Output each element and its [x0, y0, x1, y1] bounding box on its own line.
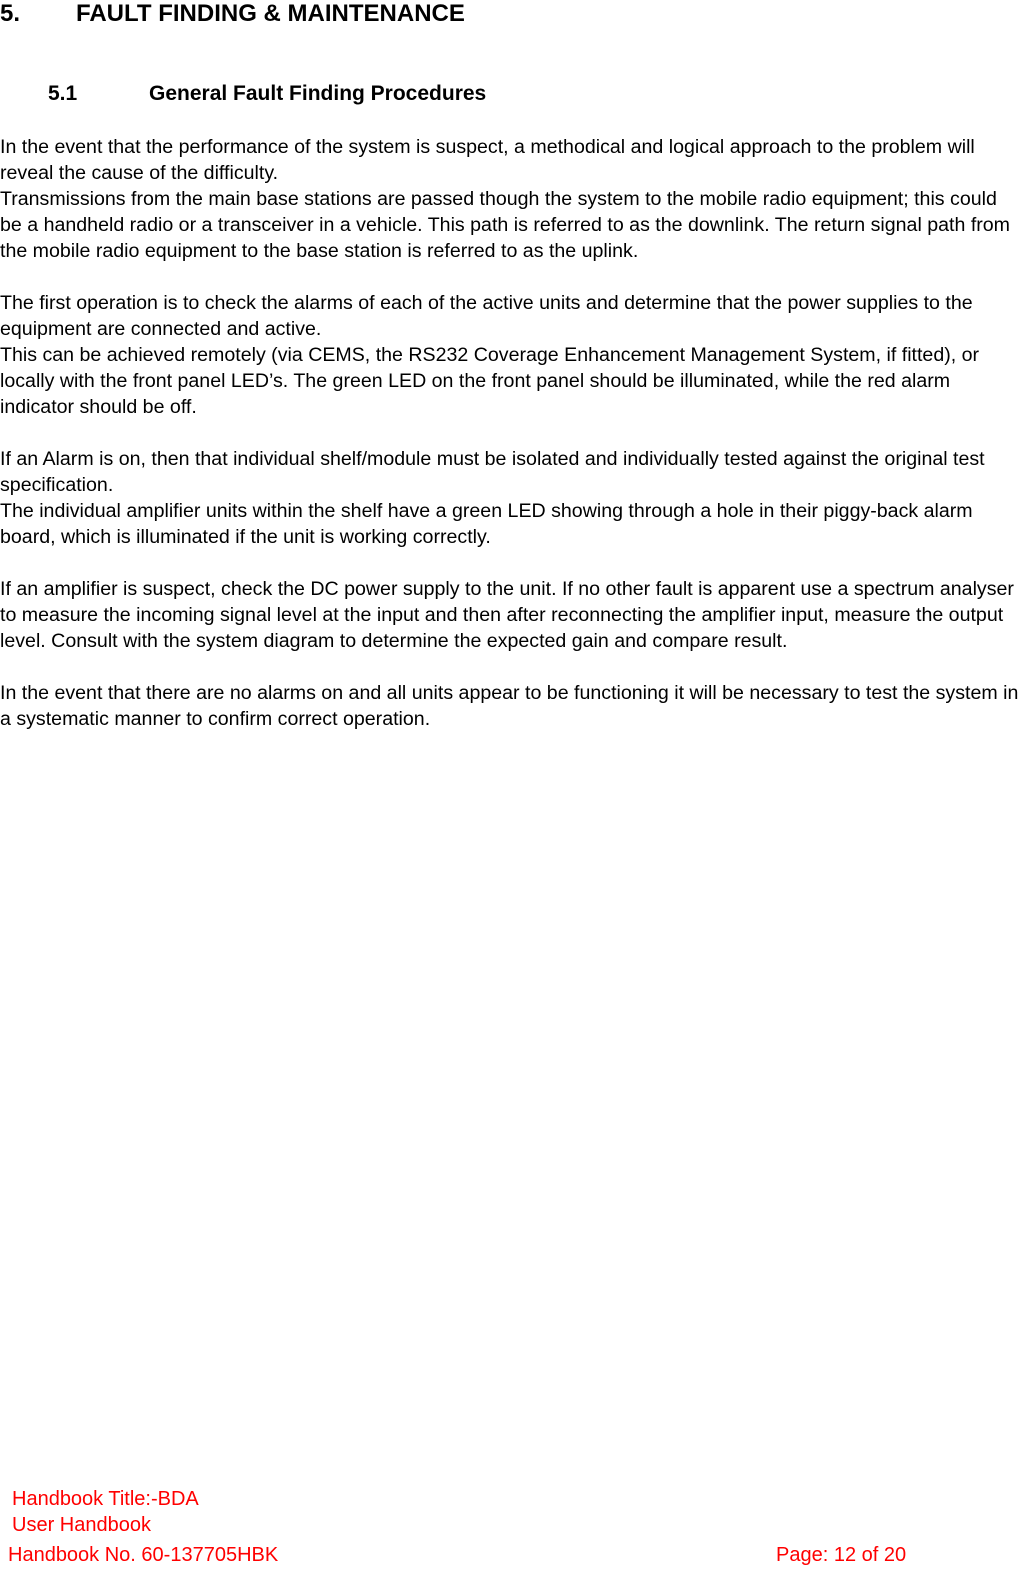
- paragraph: The individual amplifier units within the shelf have a green LED showing through a hole in their piggy-back alarm board, which is illuminated if the unit is working correctly.: [0, 500, 973, 548]
- section-heading: [48, 82, 486, 106]
- page-footer: [0, 1486, 1029, 1568]
- paragraph: Transmissions from the main base stations are passed though the system to the mobile radio equipment; this could be a handheld radio or a transceiver in a vehicle. This path is referred to as the downlink. The return signal path from the mobile radio equipment to the base station is referred to as the uplink.: [0, 188, 1011, 262]
- paragraph: If an Alarm is on, then that individual shelf/module must be isolated and individually tested against the original test specification.: [0, 448, 985, 496]
- footer-handbook-subtitle: User Handbook: [12, 1514, 151, 1536]
- paragraph: In the event that the performance of the system is suspect, a methodical and logical approach to the problem will reveal the cause of the difficulty.: [0, 136, 975, 184]
- chapter-title: FAULT FINDING & MAINTENANCE: [76, 0, 465, 27]
- paragraph: This can be achieved remotely (via CEMS, the RS232 Coverage Enhancement Management System, if fitted), or locally with the front panel LED’s. The green LED on the front panel should be illuminated, while the red alarm indicator should be off.: [0, 344, 980, 418]
- footer-handbook-number: Handbook No. 60-137705HBK: [8, 1544, 279, 1566]
- section-number: 5.1: [48, 82, 78, 105]
- paragraph: If an amplifier is suspect, check the DC power supply to the unit. If no other fault is apparent use a spectrum analyser to measure the incoming signal level at the input and then after reconnecting the amplifier input, measure the output level. Consult with the system diagram to determine the expected gain and compare result.: [0, 578, 1014, 652]
- footer-bottom-line: [0, 1542, 1029, 1568]
- chapter-heading: [0, 0, 465, 28]
- section-title: General Fault Finding Procedures: [149, 82, 487, 105]
- footer-page-number: Page: 12 of 20: [776, 1544, 907, 1566]
- paragraph: In the event that there are no alarms on and all units appear to be functioning it will be necessary to test the system in a systematic manner to confirm correct operation.: [0, 682, 1019, 730]
- footer-handbook-title: Handbook Title:-BDA: [12, 1488, 199, 1510]
- chapter-number: 5.: [0, 0, 21, 27]
- paragraph: The first operation is to check the alarms of each of the active units and determine that the power supplies to the equipment are connected and active.: [0, 292, 973, 340]
- body-text: [0, 134, 1024, 732]
